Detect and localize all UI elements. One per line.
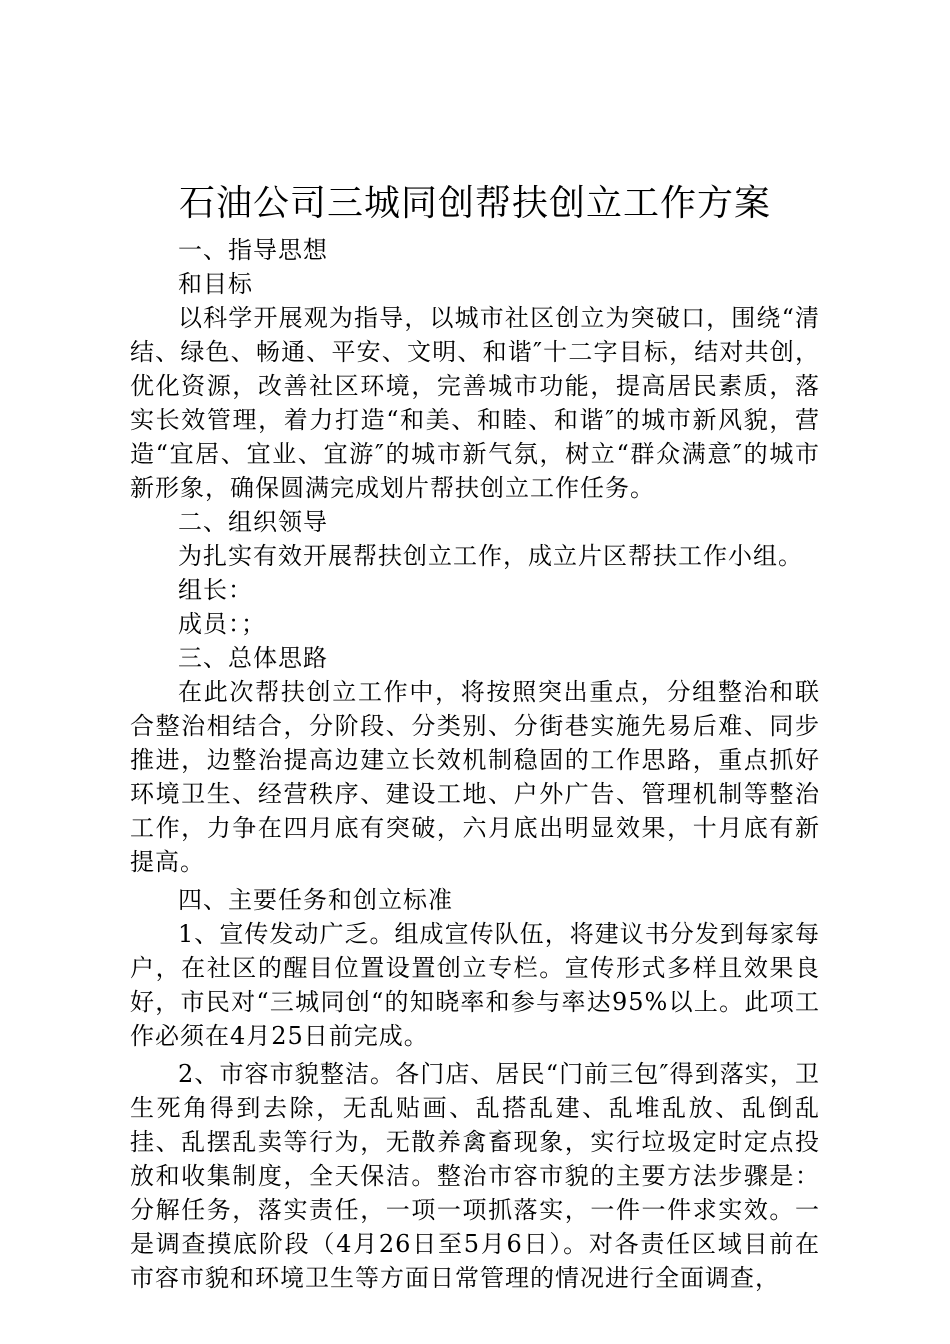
section-heading-main-tasks: 四、主要任务和创立标准 [178,886,453,914]
members-line: 成员：； [178,610,266,638]
group-leader-line: 组长： [178,576,253,604]
paragraph-task-publicity: 1、宣传发动广乏。组成宣传队伍，将建议书分发到每家每户，在社区的醒目位置设置创立专栏。宣传形式多样且效果良好，市民对“三城同创“的知晓率和参与率达95%以上。此项工作必须在4月25日前完成。 [130,920,820,1050]
document-body [130,233,820,1295]
paragraph-task-city-appearance: 2、市容市貌整洁。各门店、居民“门前三包″得到落实，卫生死角得到去除，无乱贴画、乱搭乱建、乱堆乱放、乱倒乱挂、乱摆乱卖等行为，无散养禽畜现象，实行垃圾定时定点投放和收集制度，全天保洁。整治市容市貌的主要方法步骤是：分解任务，落实责任，一项一项抓落实，一件一件求实效。一是调查摸底阶段（4月26日至5月6日）。对各责任区域目前在市容市貌和环境卫生等方面日常管理的情况进行全面调查， [130,1060,820,1292]
paragraph-guiding-ideology: 以科学开展观为指导，以城市社区创立为突破口，围绕“清结、绿色、畅通、平安、文明、和谐″十二字目标，结对共创，优化资源，改善社区环境，完善城市功能，提高居民素质，落实长效管理，着力打造“和美、和睦、和谐″的城市新风貌，营造“宜居、宜业、宜游″的城市新气氛，树立“群众满意″的城市新形象，确保圆满完成划片帮扶创立工作任务。 [130,304,820,502]
section-heading-guiding-ideology: 一、指导思想 [178,236,328,264]
section-heading-continuation: 和目标 [178,270,253,298]
section-heading-overall-approach: 三、总体思路 [178,644,328,672]
paragraph-organization: 为扎实有效开展帮扶创立工作，成立片区帮扶工作小组。 [178,542,803,570]
paragraph-overall-approach: 在此次帮扶创立工作中，将按照突出重点，分组整治和联合整治相结合，分阶段、分类别、分街巷实施先易后难、同步推进，边整治提高边建立长效机制稳固的工作思路，重点抓好环境卫生、经营秩序、建设工地、户外广告、管理机制等整治工作，力争在四月底有突破，六月底出明显效果，十月底有新提高。 [130,678,820,876]
document-title: 石油公司三城同创帮扶创立工作方案 [178,183,771,224]
section-heading-organization: 二、组织领导 [178,508,328,536]
